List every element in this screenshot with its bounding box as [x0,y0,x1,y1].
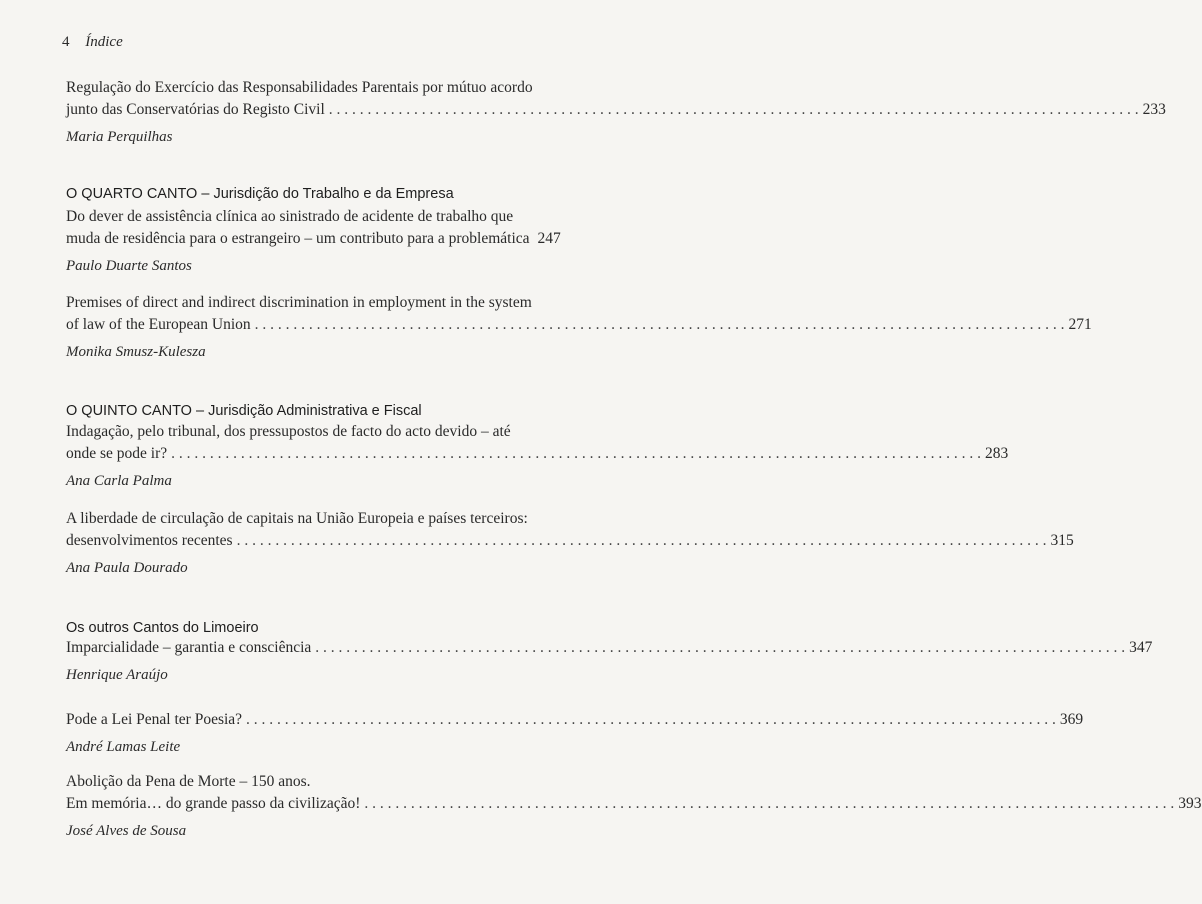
entry-title-last-line [66,443,1009,465]
entry-title-last-line [66,314,1092,336]
section-heading: O QUINTO CANTO – Jurisdição Administrativa e Fiscal [66,403,422,419]
entry-page-number: 233 [1142,101,1166,118]
entry-title-line: Indagação, pelo tribunal, dos pressupostos de facto do acto devido – até [66,423,511,440]
toc-entry[interactable] [66,508,1074,577]
entry-page-number: 283 [985,445,1009,462]
entry-author: Henrique Araújo [66,667,168,683]
toc-entry[interactable] [66,637,1153,684]
running-head-title: Índice [85,34,123,50]
entry-title-text: desenvolvimentos recentes [66,532,233,549]
entry-author: André Lamas Leite [66,739,181,755]
entry-title-line: Do dever de assistência clínica ao sinistrado de acidente de trabalho que [66,208,514,225]
toc-entry[interactable] [66,421,1009,490]
leader-dots [364,793,1174,815]
entry-title-last-line [66,99,1166,121]
entry-title-text: junto das Conservatórias do Registo Civil [66,101,325,118]
toc-entry[interactable] [66,77,1166,146]
entry-title-last-line [66,793,1202,815]
entry-title-last-line [66,709,1084,731]
leader-dots [237,530,1047,552]
entry-author: Maria Perquilhas [66,129,173,145]
leader-dots [171,443,981,465]
entry-title-text: Em memória… do grande passo da civilização! [66,795,361,812]
entry-page-number: 247 [537,230,561,247]
leader-dots [246,709,1056,731]
entry-title-last-line [66,228,561,250]
leader-dots [255,314,1065,336]
entry-title-text: Imparcialidade – garantia e consciência [66,639,312,656]
entry-author: Ana Carla Palma [66,473,172,489]
toc-entry[interactable] [66,206,561,275]
entry-title-text: onde se pode ir? [66,445,168,462]
entry-title-line: A liberdade de circulação de capitais na União Europeia e países terceiros: [66,510,528,527]
leader-dots [329,99,1139,121]
entry-author: Ana Paula Dourado [66,560,188,576]
toc-entry[interactable] [66,292,1092,361]
running-head [62,34,123,51]
section-heading: Os outros Cantos do Limoeiro [66,620,259,636]
entry-page-number: 369 [1059,711,1084,728]
toc-entry[interactable] [66,771,1202,840]
entry-title-last-line [66,530,1074,552]
entry-title-text: muda de residência para o estrangeiro – um contributo para a problemática [66,230,530,247]
entry-page-number: 393 [1178,795,1202,812]
entry-title-last-line [66,637,1153,659]
entry-title-line: Regulação do Exercício das Responsabilidades Parentais por mútuo acordo [66,79,533,96]
toc-entry[interactable] [66,709,1084,756]
page-number: 4 [62,34,70,50]
entry-page-number: 347 [1129,639,1153,656]
entry-title-line: Abolição da Pena de Morte – 150 anos. [66,773,311,790]
entry-author: José Alves de Sousa [66,823,187,839]
entry-title-line: Premises of direct and indirect discrimination in employment in the system [66,294,532,311]
entry-page-number: 271 [1068,316,1092,333]
section-heading: O QUARTO CANTO – Jurisdição do Trabalho e da Empresa [66,186,454,202]
entry-author: Paulo Duarte Santos [66,258,192,274]
entry-author: Monika Smusz-Kulesza [66,344,206,360]
entry-title-text: Pode a Lei Penal ter Poesia? [66,711,243,728]
entry-page-number: 315 [1050,532,1074,549]
leader-dots [315,637,1125,659]
entry-title-text: of law of the European Union [66,316,251,333]
